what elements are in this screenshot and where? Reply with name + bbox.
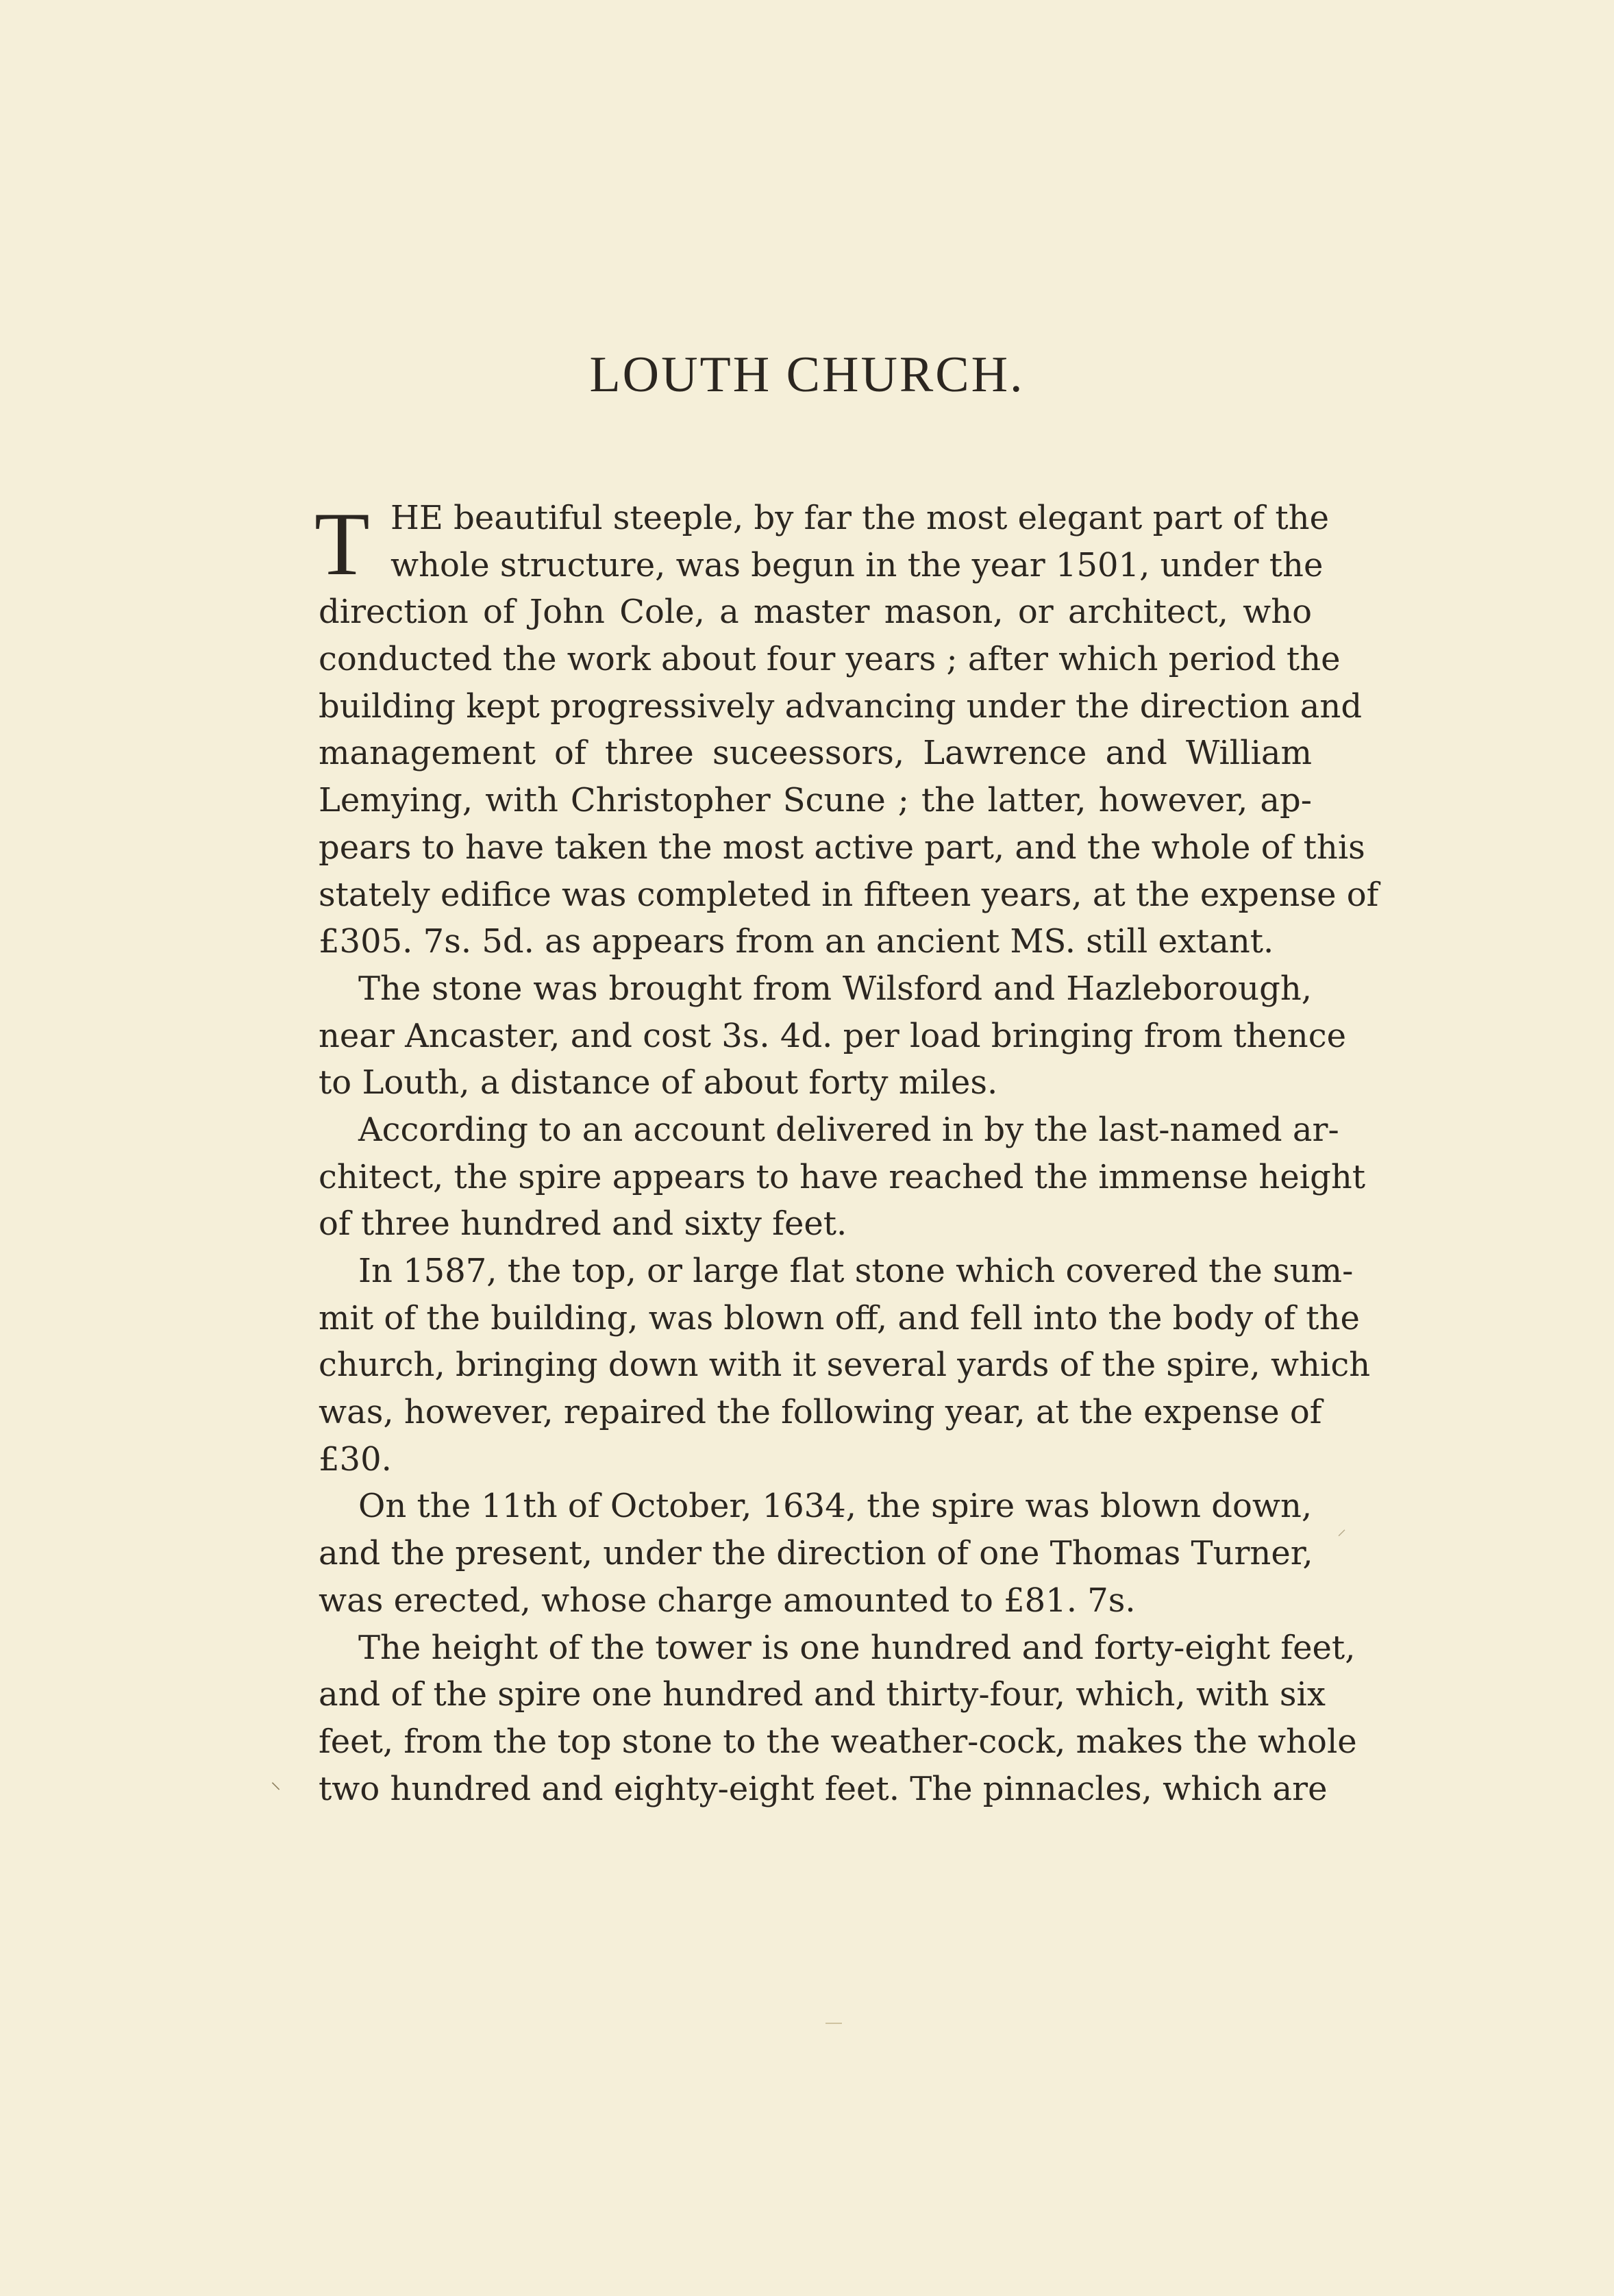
stray-dash: [825, 2023, 842, 2024]
text-line: was erected, whose charge amounted to £81. 7s.: [319, 1581, 1136, 1620]
text-line: HE beautiful steeple, by far the most elegant part of the: [390, 499, 1329, 537]
text-line: two hundred and eighty-eight feet. The pinnacles, which are: [319, 1769, 1328, 1808]
text-line: whole structure, was begun in the year 1501, under the: [390, 545, 1324, 584]
text-line: management of three suceessors, Lawrence and William: [319, 734, 1312, 773]
text-line: The height of the tower is one hundred and forty-eight feet,: [358, 1628, 1356, 1667]
text-line: Lemying, with Christopher Scune ; the latter, however, ap-: [319, 781, 1312, 820]
text-line: and the present, under the direction of one Thomas Turner,: [319, 1534, 1313, 1573]
stray-mark-icon: ⸝: [1337, 1519, 1347, 1540]
text-line: of three hundred and sixty feet.: [319, 1205, 847, 1244]
text-line: direction of John Cole, a master mason, or architect, who: [319, 593, 1312, 632]
page-title: LOUTH CHURCH.: [589, 347, 1025, 403]
text-line: and of the spire one hundred and thirty-four, which, with six: [319, 1675, 1326, 1714]
text-line: £305. 7s. 5d. as appears from an ancient MS. still extant.: [319, 922, 1274, 961]
text-line: feet, from the top stone to the weather-cock, makes the whole: [319, 1722, 1357, 1761]
text-line: mit of the building, was blown off, and fell into the body of the: [319, 1298, 1360, 1337]
text-line: to Louth, a distance of about forty miles.: [319, 1063, 998, 1102]
text-line: The stone was brought from Wilsford and Hazleborough,: [358, 969, 1312, 1008]
text-line: was, however, repaired the following year, at the expense of: [319, 1393, 1322, 1432]
text-line: £30.: [319, 1440, 392, 1479]
text-line: conducted the work about four years ; after which period the: [319, 640, 1341, 679]
body-text: [314, 493, 1379, 1812]
text-line: near Ancaster, and cost 3s. 4d. per load bringing from thence: [319, 1016, 1346, 1055]
text-line: According to an account delivered in by the last-named ar-: [358, 1110, 1339, 1149]
text-line: building kept progressively advancing under the direction and: [319, 687, 1363, 726]
text-line: stately edifice was completed in fifteen years, at the expense of: [319, 875, 1379, 914]
text-line: pears to have taken the most active part, and the whole of this: [319, 828, 1365, 867]
margin-mark-icon: ⸜: [271, 1770, 281, 1794]
text-line: In 1587, the top, or large flat stone which covered the sum-: [358, 1252, 1354, 1290]
text-line: chitect, the spire appears to have reached the immense height: [319, 1157, 1366, 1196]
text-line: On the 11th of October, 1634, the spire was blown down,: [358, 1487, 1313, 1526]
text-line: church, bringing down with it several yards of the spire, which: [319, 1346, 1371, 1385]
drop-cap: T: [314, 493, 370, 594]
